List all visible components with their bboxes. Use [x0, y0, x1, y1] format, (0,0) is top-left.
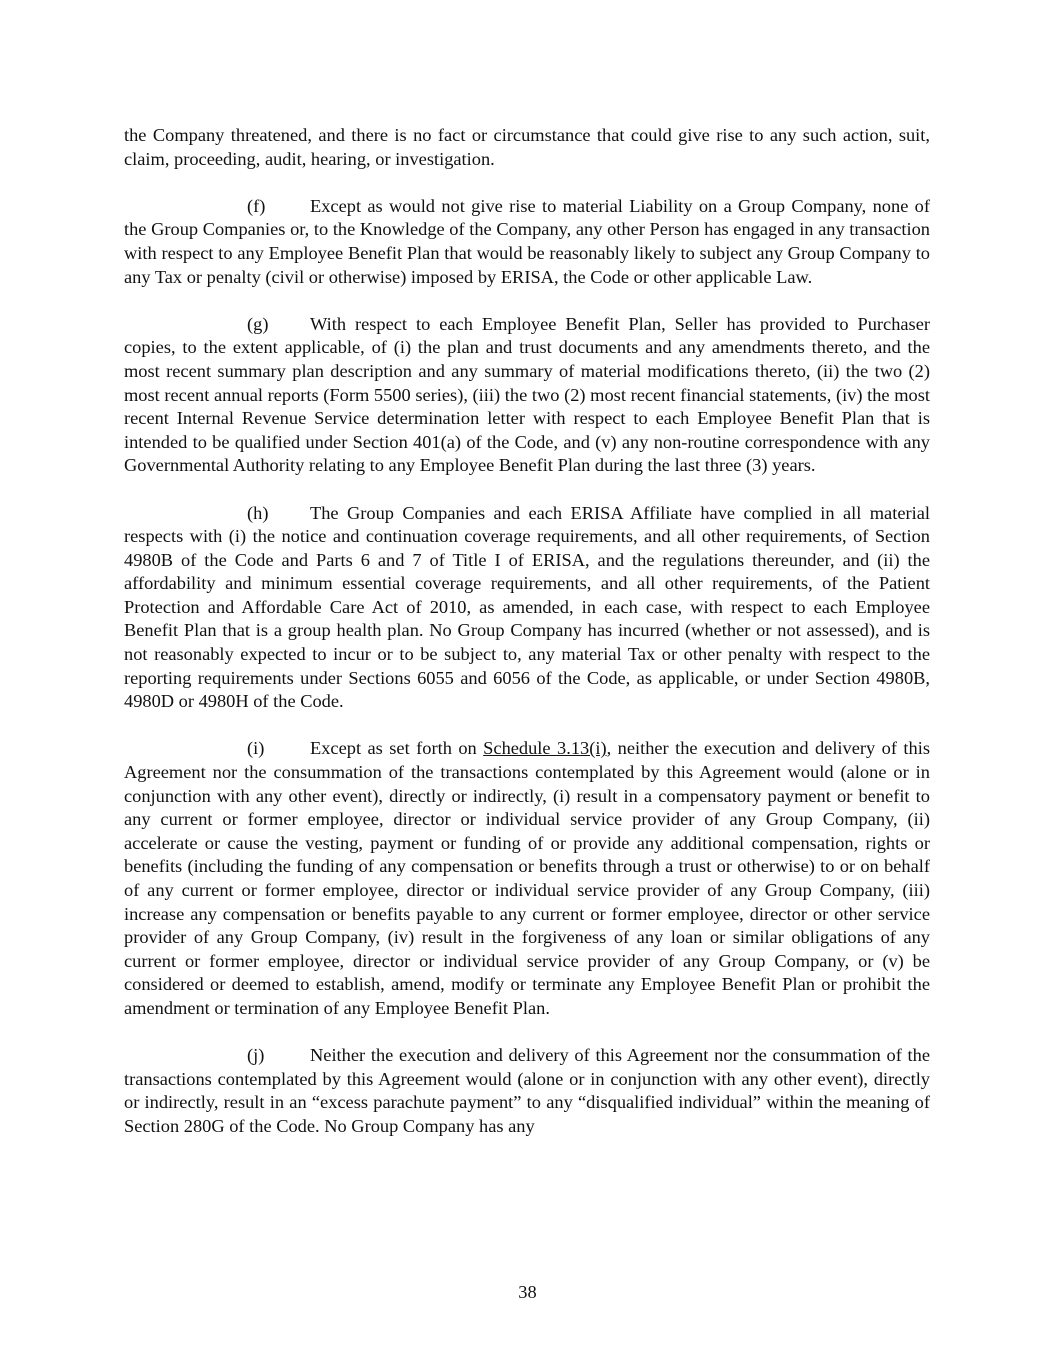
section-label: (h)	[247, 502, 269, 523]
document-page	[124, 124, 930, 1162]
section-text: With respect to each Employee Benefit Plan, Seller has provided to Purchaser copies, to the extent applicable, of (i) the plan and trust documents and any amendments thereto, and the most recent summary plan description and any summary of material modifications thereto, (ii) the two (2) most recent annual reports (Form 5500 series), (iii) the two (2) most recent financial statements, (iv) the most recent Internal Revenue Service determination letter with respect to each Employee Benefit Plan that is intended to be qualified under Section 401(a) of the Code, and (v) any non-routine correspondence with any Governmental Authority relating to any Employee Benefit Plan during the last three (3) years.	[124, 313, 930, 476]
section-label: (j)	[247, 1045, 265, 1066]
section-text: Neither the execution and delivery of this Agreement nor the consummation of the transactions contemplated by this Agreement would (alone or in conjunction with any other event), directly or indirectly, result in an “excess parachute payment” to any “disqualified individual” within the meaning of Section 280G of the Code. No Group Company has any	[124, 1045, 930, 1136]
section-label: (f)	[247, 195, 266, 216]
section-i	[124, 737, 930, 1020]
section-text: Except as would not give rise to material Liability on a Group Company, none of the Group Companies or, to the Knowledge of the Company, any other Person has engaged in any transaction with respect to any Employee Benefit Plan that would be reasonably likely to subject any Group Company to any Tax or penalty (civil or otherwise) imposed by ERISA, the Code or other applicable Law.	[124, 195, 930, 287]
section-text-after: , neither the execution and delivery of this Agreement nor the consummation of the transactions contemplated by this Agreement would (alone or in conjunction with any other event), directly or indirectly, (i) result in a compensatory payment or benefit to any current or former employee, director or individual service provider of any Group Company, (ii) accelerate or cause the vesting, payment or funding of or provide any additional compensation, rights or benefits (including the funding of any compensation or benefits through a trust or otherwise) to or on behalf of any current or former employee, director or individual service provider of any Group Company, (iii) increase any compensation or benefits payable to any current or former employee, director or other service provider of any Group Company, (iv) result in the forgiveness of any loan or similar obligations of any current or former employee, director or individual service provider of any Group Company, or (v) be considered or deemed to establish, amend, modify or terminate any Employee Benefit Plan or prohibit the amendment or termination of any Employee Benefit Plan.	[124, 738, 930, 1018]
section-label: (i)	[247, 738, 265, 759]
schedule-reference: Schedule 3.13(i)	[483, 738, 607, 759]
section-g	[124, 313, 930, 478]
section-h	[124, 502, 930, 714]
section-f	[124, 195, 930, 289]
section-j	[124, 1044, 930, 1138]
section-label: (g)	[247, 313, 269, 334]
page-number: 38	[518, 1282, 537, 1302]
section-text-before: Except as set forth on	[310, 738, 484, 759]
paragraph-continuation: the Company threatened, and there is no fact or circumstance that could give rise to any such action, suit, claim, proceeding, audit, hearing, or investigation.	[124, 125, 930, 169]
section-text: The Group Companies and each ERISA Affiliate have complied in all material respects with (i) the notice and continuation coverage requirements, and all other requirements, of Section 4980B of the Code and Parts 6 and 7 of Title I of ERISA, and the regulations thereunder, and (ii) the affordability and minimum essential coverage requirements, and all other requirements, of the Patient Protection and Affordable Care Act of 2010, as amended, in each case, with respect to each Employee Benefit Plan that is a group health plan. No Group Company has incurred (whether or not assessed), and is not reasonably expected to incur or to be subject to, any material Tax or other penalty with respect to the reporting requirements under Sections 6055 and 6056 of the Code, as applicable, or under Section 4980B, 4980D or 4980H of the Code.	[124, 502, 930, 712]
